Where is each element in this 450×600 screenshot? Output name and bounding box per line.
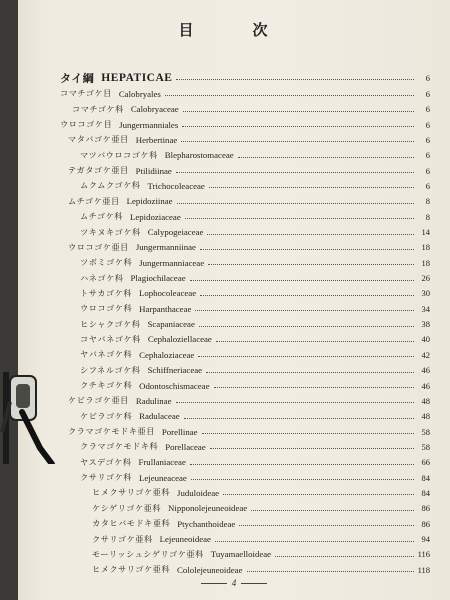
toc-entry-japanese-name: クサリゴケ科 (80, 472, 132, 483)
toc-entry-page: 6 (425, 88, 430, 99)
toc-entry-japanese-name: カタヒバモドキ亜科 (92, 518, 171, 529)
toc-entry (80, 301, 430, 316)
toc-entry-latin-name: Blepharostomaceae (164, 150, 234, 161)
book-page (18, 0, 450, 600)
toc-entry-japanese-name: ウロコゴケ亜目 (68, 241, 129, 252)
toc-entry-latin-name: Jungermanniaceae (139, 257, 205, 268)
folio-number: 4 (231, 578, 237, 588)
toc-entry-japanese-name: コヤバネゴケ科 (80, 333, 141, 344)
toc-entry-latin-name: Lepidoziaceae (129, 211, 181, 222)
toc-entry (80, 286, 430, 301)
toc-entry-page: 46 (421, 380, 430, 391)
toc-entry-latin-name: Calobryales (118, 88, 161, 99)
toc-entry (80, 455, 430, 470)
toc-entry-japanese-name: ウロコゴケ科 (80, 303, 133, 314)
toc-entry-latin-name: Nipponolejeuneoideae (168, 503, 248, 514)
toc-entry-page: 18 (421, 257, 430, 268)
toc-entry-latin-name: Porellaceae (165, 441, 206, 452)
toc-entry-japanese-name: ヒメクサリゴケ亜科 (92, 487, 171, 498)
toc-entry-latin-name: Porellinae (161, 426, 198, 437)
toc-entry-page: 8 (425, 196, 430, 207)
toc-entry-page: 48 (421, 395, 430, 406)
dot-leader (275, 556, 414, 557)
dot-leader (214, 387, 415, 388)
toc-entry-japanese-name: ムチゴケ亜目 (68, 195, 120, 206)
toc-entry (68, 163, 430, 178)
toc-entry (80, 255, 430, 270)
dot-leader (202, 433, 414, 434)
toc-entry (60, 117, 430, 132)
dot-leader (190, 464, 414, 465)
toc-entry (80, 148, 430, 163)
dot-leader (181, 141, 414, 142)
toc-entry-latin-name: HEPATICAE (101, 71, 173, 84)
toc-entry-latin-name: Tuyamaelloideae (210, 549, 272, 560)
toc-entry-page: 118 (417, 564, 430, 575)
toc-entry-page: 6 (425, 119, 430, 130)
toc-entry (80, 271, 430, 286)
toc-entry-japanese-name: モーリッシュシゲリゴケ亜科 (92, 548, 204, 559)
toc-entry-page: 46 (421, 365, 430, 376)
toc-entry-page: 94 (421, 534, 430, 544)
toc-entry (80, 317, 430, 332)
toc-entry-japanese-name: ヒメクサリゴケ亜科 (92, 564, 171, 575)
dot-leader (208, 264, 414, 265)
dot-leader (176, 172, 414, 173)
toc-entry-japanese-name: クラマゴケモドキ亜目 (68, 426, 155, 437)
toc-entry-japanese-name: シフネルゴケ科 (80, 364, 141, 375)
toc-entry-japanese-name: コマチゴケ科 (72, 103, 124, 114)
toc-entry (72, 102, 430, 117)
toc-entry (80, 439, 430, 454)
dot-leader (176, 402, 415, 403)
toc-entry-latin-name: Schiffneriaceae (147, 365, 203, 376)
dot-leader (199, 326, 414, 327)
toc-entry (92, 516, 430, 531)
dot-leader (165, 95, 414, 96)
dot-leader (251, 510, 414, 511)
toc-entry-japanese-name: ハネゴケ科 (80, 272, 124, 283)
toc-entry-latin-name: Frullaniaceae (138, 457, 186, 468)
toc-entry (80, 378, 430, 393)
dot-leader (215, 541, 414, 542)
toc-entry-page: 6 (425, 104, 430, 115)
dot-leader (200, 295, 414, 296)
toc-entry-page: 30 (421, 288, 430, 299)
toc-entry-japanese-name: クラマゴケモドキ科 (80, 441, 159, 452)
toc-entry-page: 86 (421, 503, 430, 514)
toc-entry (68, 194, 430, 209)
dot-leader (238, 157, 414, 158)
toc-entry-page: 18 (421, 242, 430, 253)
binder-clip (0, 372, 56, 464)
toc-entry (80, 470, 430, 485)
toc-entry-japanese-name: クサリゴケ亜科 (92, 533, 153, 544)
toc-entry-latin-name: Juduloideae (177, 487, 220, 498)
toc-entry-japanese-name: ケビラゴケ科 (80, 410, 133, 421)
toc-entry (80, 363, 430, 378)
toc-entry-japanese-name: ツキヌキゴケ科 (80, 226, 141, 237)
toc-entry-page: 40 (421, 334, 430, 345)
dot-leader (185, 218, 414, 219)
toc-entry-page: 86 (421, 518, 430, 529)
dot-leader (183, 111, 414, 112)
toc-entry (80, 347, 430, 362)
dot-leader (210, 448, 414, 449)
toc-entry-latin-name: Radulinae (135, 395, 172, 406)
toc-entry-latin-name: Scapaniaceae (147, 319, 195, 330)
toc-entry (92, 562, 430, 577)
dot-leader (177, 203, 414, 204)
toc-entry-latin-name: Plagiochilaceae (130, 273, 186, 284)
toc-entry (92, 532, 430, 547)
toc-entry-japanese-name: ウロコゴケ目 (60, 119, 113, 130)
toc-entry (60, 70, 430, 85)
dot-leader (209, 187, 414, 188)
toc-entry (80, 409, 430, 424)
toc-entry-latin-name: Cephaloziellaceae (147, 334, 212, 345)
toc-entry-page: 58 (421, 441, 430, 452)
toc-entry-japanese-name: コマチゴケ目 (60, 88, 112, 99)
toc-entry (92, 547, 430, 562)
toc-entry-latin-name: Lejeuneaceae (138, 472, 187, 483)
folio-rule-left (201, 583, 227, 584)
toc-entry-page: 6 (425, 72, 430, 83)
toc-entry-page: 84 (421, 487, 430, 498)
dot-leader (247, 571, 414, 572)
toc-entry (80, 178, 430, 193)
toc-entry-latin-name: Jungermanniales (119, 119, 179, 130)
dot-leader (239, 525, 414, 526)
toc-entry-latin-name: Calypogeiaceae (147, 227, 204, 237)
toc-entry-japanese-name: ヒシャクゴケ科 (80, 318, 141, 329)
dot-leader (216, 341, 414, 342)
toc-entry (68, 240, 430, 255)
dot-leader (176, 79, 414, 80)
toc-entry-latin-name: Ptilidiinae (135, 165, 172, 176)
toc-entry-latin-name: Herbertinae (135, 134, 178, 145)
toc-entry-page: 38 (421, 319, 430, 330)
toc-entry-page: 6 (425, 150, 430, 161)
toc-entry-japanese-name: ヤスデゴケ科 (80, 456, 132, 467)
toc-entry-page: 6 (425, 180, 430, 191)
toc-entry-page: 58 (421, 426, 430, 437)
toc-entry (68, 424, 430, 439)
toc-entry-japanese-name: ケシゲリゴケ亜科 (92, 502, 162, 513)
toc-entry-japanese-name: ツボミゴケ科 (80, 257, 133, 268)
toc-entry (68, 393, 430, 408)
toc-entry-latin-name: Calobryaceae (130, 104, 179, 115)
dot-leader (200, 249, 414, 250)
dot-leader (206, 372, 414, 373)
toc-entry-latin-name: Ptychanthoideae (177, 518, 236, 529)
toc-entry-latin-name: Cololejeuneoideae (177, 564, 243, 575)
dot-leader (198, 356, 414, 357)
toc-entry-page: 48 (421, 411, 430, 422)
dot-leader (191, 479, 414, 480)
toc-entry (92, 485, 430, 500)
toc-entry-japanese-name: ヤバネゴケ科 (80, 349, 133, 360)
dot-leader (195, 310, 414, 311)
toc-entry (80, 209, 430, 224)
dot-leader (190, 280, 414, 281)
page-number (18, 578, 450, 588)
toc-entry-page: 6 (425, 165, 430, 176)
dot-leader (207, 234, 414, 235)
toc-entry-latin-name: Harpanthaceae (139, 303, 192, 314)
toc-entry-page: 26 (421, 273, 430, 284)
toc-entry-page: 84 (421, 472, 430, 483)
toc-entry-japanese-name: トサカゴケ科 (80, 287, 132, 298)
dot-leader (223, 494, 414, 495)
toc-entry (60, 86, 430, 101)
page-title: 目 次 (178, 21, 290, 39)
toc-entry-latin-name: Cephaloziaceae (139, 349, 195, 360)
toc-entry-page: 8 (425, 211, 430, 222)
folio-rule-right (241, 583, 267, 584)
toc-entry-japanese-name: ムクムクゴケ科 (80, 180, 141, 191)
toc-entry-japanese-name: マタバゴケ亜目 (68, 134, 129, 145)
toc-entry-latin-name: Odontoschismaceae (139, 380, 210, 391)
toc-entry-japanese-name: クチキゴケ科 (80, 380, 133, 390)
toc-entry (68, 132, 430, 147)
toc-entry-latin-name: Lophocoleaceae (138, 288, 197, 299)
toc-entry-latin-name: Trichocoleaceae (147, 180, 205, 191)
toc-entry-japanese-name: テガタゴケ亜目 (68, 165, 129, 176)
toc-entry-page: 14 (421, 227, 430, 237)
toc-entry-latin-name: Lejeuneoideae (159, 534, 211, 544)
toc-entry-japanese-name: ケビラゴケ亜目 (68, 395, 129, 406)
toc-entry (92, 501, 430, 516)
toc-entry-japanese-name: タイ綱 (60, 71, 95, 85)
toc-entry (80, 225, 430, 240)
dot-leader (182, 126, 414, 127)
dot-leader (184, 418, 414, 419)
toc-entry-japanese-name: ムチゴケ科 (80, 211, 123, 222)
toc-entry-latin-name: Lepidoziinae (126, 196, 173, 207)
toc-entry-page: 66 (421, 457, 430, 468)
toc-entry-page: 42 (421, 349, 430, 360)
toc-entry (80, 332, 430, 347)
toc-entry-latin-name: Jungermanniinae (135, 242, 196, 253)
toc-entry-page: 116 (417, 549, 430, 560)
toc-entry-page: 6 (425, 134, 430, 145)
toc-entry-page: 34 (421, 303, 430, 314)
toc-entry-latin-name: Radulaceae (139, 411, 180, 422)
toc-entry-japanese-name: マツバウロコゴケ科 (80, 149, 158, 160)
